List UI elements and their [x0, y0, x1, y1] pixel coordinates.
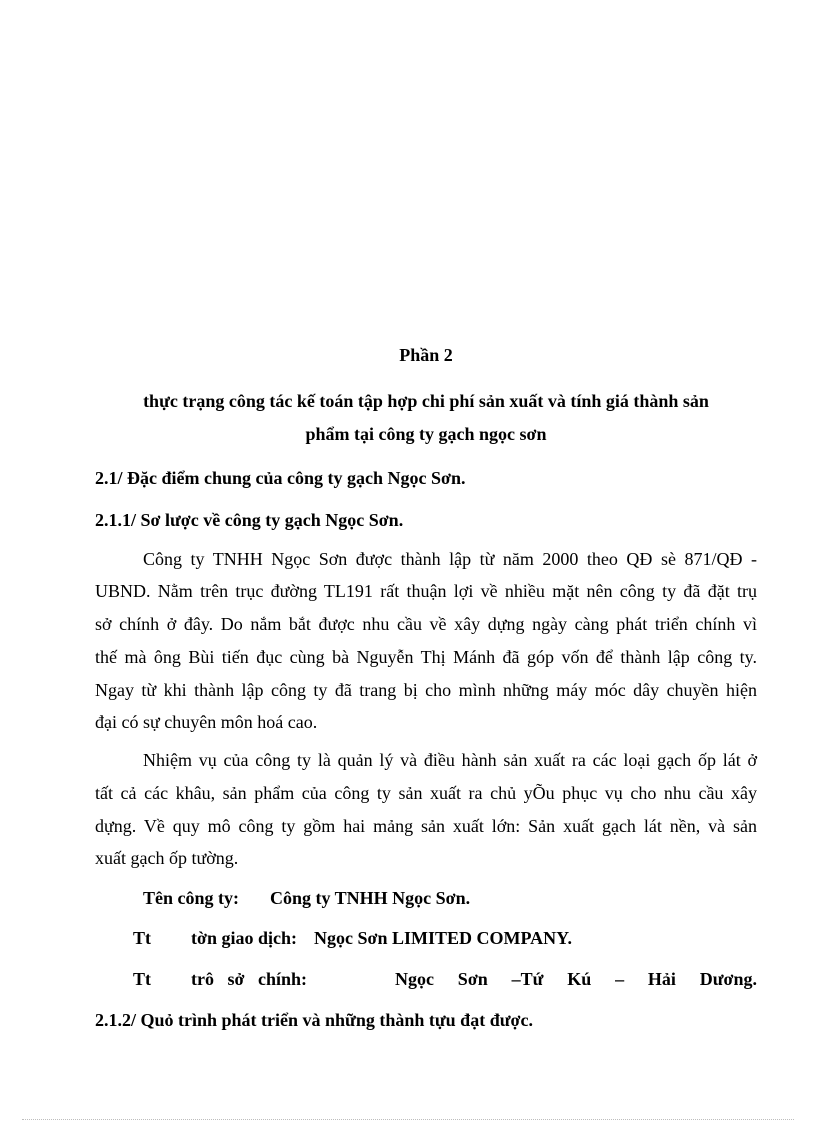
paragraph-2-line: dựng. Về quy mô công ty gồm hai mảng sản xuất lớn: Sản xuất gạch lát nền, và sản [95, 816, 757, 836]
company-name-value: Công ty TNHH Ngọc Sơn. [270, 888, 471, 908]
chapter-title-line-1: thực trạng công tác kế toán tập hợp chi phí sản xuất và tính giá thành sản [143, 391, 709, 411]
paragraph-1-line: sở chính ở đây. Do nắm bắt được nhu cầu về xây dựng ngày càng phát triển chính vì [95, 614, 757, 634]
head-office-prefix: Tt [133, 969, 151, 989]
chapter-title-line-2: phẩm tại công ty gạch ngọc sơn [305, 424, 547, 444]
company-name-label: Tên công ty: [143, 888, 239, 908]
section-heading-2-1-2: 2.1.2/ Quỏ trình phát triển và những thành tựu đạt được. [95, 1010, 533, 1030]
paragraph-1-line: Ngay từ khi thành lập công ty đã trang bị cho mình những máy móc dây chuyền hiện [95, 680, 757, 700]
paragraph-1-line: Công ty TNHH Ngọc Sơn được thành lập từ năm 2000 theo QĐ sè 871/QĐ - [143, 549, 757, 569]
paragraph-2-line: tất cả các khâu, sản phẩm của công ty sản xuất ra chủ yÕu phục vụ cho nhu cầu xây [95, 783, 757, 803]
page-bottom-border [22, 1119, 794, 1120]
paragraph-2-line: Nhiệm vụ của công ty là quản lý và điều hành sản xuất ra các loại gạch ốp lát ở [143, 750, 757, 770]
paragraph-1-line: thế mà ông Bùi tiến đục cùng bà Nguyễn Thị Mánh đã góp vốn để thành lập công ty. [95, 647, 757, 667]
part-title: Phần 2 [399, 345, 453, 365]
paragraph-1-line: đại có sự chuyên môn hoá cao. [95, 712, 318, 732]
head-office-value: Ngọc Sơn –Tứ Kú – Hải Dương. [395, 969, 757, 989]
trade-name-label: tờn giao dịch: [191, 928, 297, 948]
section-heading-2-1: 2.1/ Đặc điểm chung của công ty gạch Ngọc Sơn. [95, 468, 466, 488]
trade-name-prefix: Tt [133, 928, 151, 948]
head-office-label: trô sở chính: [191, 969, 307, 989]
trade-name-value: Ngọc Sơn LIMITED COMPANY. [314, 928, 572, 948]
section-heading-2-1-1: 2.1.1/ Sơ lược về công ty gạch Ngọc Sơn. [95, 510, 404, 530]
paragraph-1-line: UBND. Nằm trên trục đường TL191 rất thuận lợi về nhiều mặt nên công ty đã đặt trụ [95, 581, 757, 601]
paragraph-2-line: xuất gạch ốp tường. [95, 848, 239, 868]
